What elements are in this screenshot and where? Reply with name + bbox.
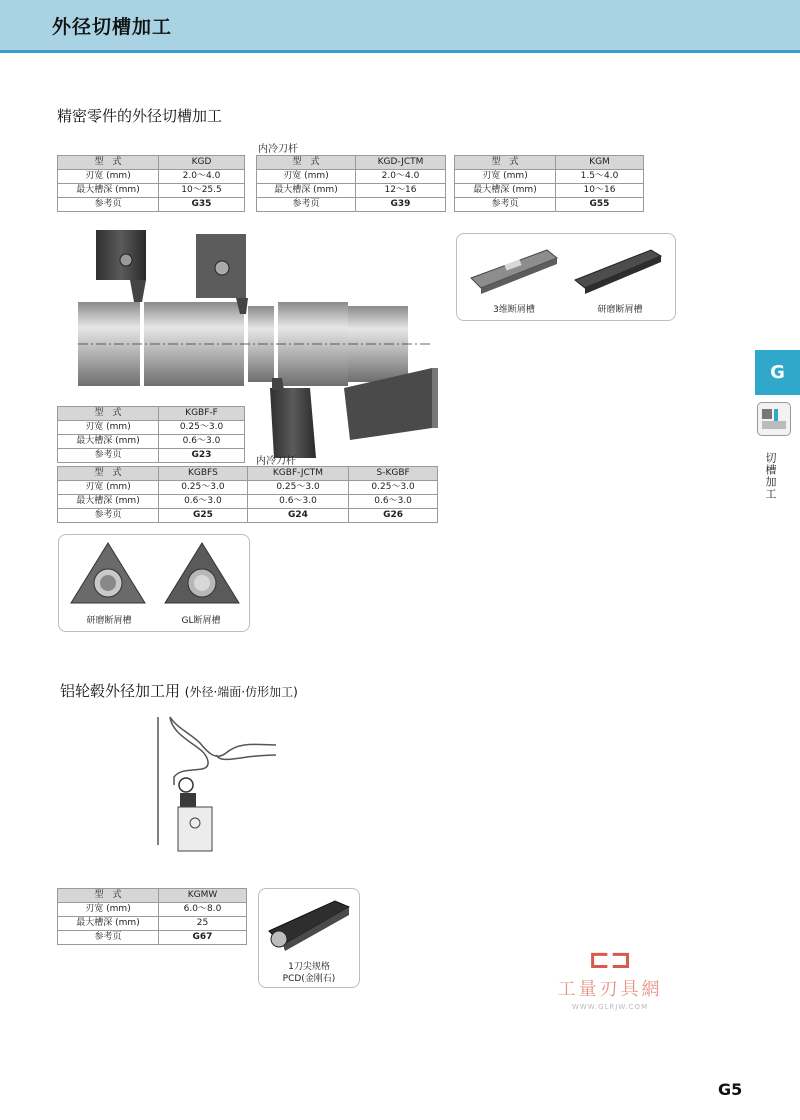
insert-panel-kgm <box>456 233 676 321</box>
inner-cooling-label: 内冷刀杆 <box>258 144 298 155</box>
spec-table-kgmw <box>57 888 247 945</box>
chapter-tab-g[interactable]: G <box>755 350 800 395</box>
width-value: 0.25～3.0 <box>159 421 245 435</box>
ref-page-link[interactable]: G35 <box>159 198 245 212</box>
ref-page-link[interactable]: G24 <box>247 509 348 523</box>
watermark-logo-icon: ⊏⊐ <box>588 945 632 975</box>
row-label-width: 刃宽 (mm) <box>58 481 159 495</box>
model-value: KGMW <box>159 889 247 903</box>
grooving-tool-bottom <box>270 388 316 458</box>
insert-3d-icon <box>465 240 561 296</box>
depth-value: 0.6～3.0 <box>349 495 438 509</box>
insert-panel-triangle <box>58 534 250 632</box>
section-title-sub: (外径·端面·仿形加工) <box>184 685 298 699</box>
triangle-insert-ground-icon <box>69 541 147 607</box>
row-label-ref: 参考页 <box>58 931 159 945</box>
depth-value: 0.6～3.0 <box>159 435 245 449</box>
width-value: 1.5～4.0 <box>556 170 644 184</box>
page-header <box>0 0 800 53</box>
width-value: 6.0～8.0 <box>159 903 247 917</box>
col-header-model: 型 式 <box>58 407 159 421</box>
row-label-ref: 参考页 <box>58 509 159 523</box>
width-value: 0.25～3.0 <box>349 481 438 495</box>
insert-ground-icon <box>569 240 665 296</box>
grooving-tool-top <box>96 230 146 280</box>
col-header-model: 型 式 <box>58 156 159 170</box>
watermark <box>540 945 680 1011</box>
model-value: KGBF-F <box>159 407 245 421</box>
spec-table-kgbf-f <box>57 406 245 463</box>
row-label-ref: 参考页 <box>455 198 556 212</box>
row-label-width: 刃宽 (mm) <box>58 421 159 435</box>
depth-value: 0.6～3.0 <box>159 495 248 509</box>
spec-table-kgd-jctm <box>256 155 446 212</box>
row-label-depth: 最大槽深 (mm) <box>58 184 159 198</box>
width-value: 2.0～4.0 <box>356 170 446 184</box>
watermark-text: 工量刃具網 <box>557 979 663 1000</box>
section-title-precision: 精密零件的外径切槽加工 <box>57 107 223 125</box>
depth-value: 10～25.5 <box>159 184 245 198</box>
row-label-width: 刃宽 (mm) <box>257 170 356 184</box>
width-value: 0.25～3.0 <box>247 481 348 495</box>
insert-panel-pcd <box>258 888 360 988</box>
row-label-depth: 最大槽深 (mm) <box>257 184 356 198</box>
row-label-depth: 最大槽深 (mm) <box>58 917 159 931</box>
triangle-insert-gl-icon <box>163 541 241 607</box>
ref-page-link[interactable]: G25 <box>159 509 248 523</box>
triangle-ground-caption: 研磨断屑槽 <box>86 616 132 626</box>
row-label-depth: 最大槽深 (mm) <box>58 435 159 449</box>
row-label-ref: 参考页 <box>58 449 159 463</box>
col-header-model: 型 式 <box>58 467 159 481</box>
row-label-ref: 参考页 <box>257 198 356 212</box>
wheel-hub-illustration <box>150 715 280 855</box>
depth-value: 25 <box>159 917 247 931</box>
model-value: KGBFS <box>159 467 248 481</box>
insert-ground-caption: 研磨断屑槽 <box>597 305 643 315</box>
col-header-model: 型 式 <box>58 889 159 903</box>
page-title: 外径切槽加工 <box>52 16 173 38</box>
depth-value: 12～16 <box>356 184 446 198</box>
ref-page-link[interactable]: G67 <box>159 931 247 945</box>
spec-table-kgd <box>57 155 245 212</box>
col-header-model: 型 式 <box>257 156 356 170</box>
section-title-wheel <box>60 680 298 701</box>
model-value: KGM <box>556 156 644 170</box>
spec-table-kgm <box>454 155 644 212</box>
width-value: 0.25～3.0 <box>159 481 248 495</box>
ref-page-link[interactable]: G39 <box>356 198 446 212</box>
insert-3d-caption: 3维断屑槽 <box>493 305 535 315</box>
ref-page-link[interactable]: G55 <box>556 198 644 212</box>
ref-page-link[interactable]: G26 <box>349 509 438 523</box>
triangle-gl-caption: GL断屑槽 <box>181 616 221 626</box>
pcd-caption-line2: PCD(金刚石) <box>282 974 336 984</box>
spec-table-kgbf <box>57 466 438 523</box>
row-label-width: 刃宽 (mm) <box>58 903 159 917</box>
row-label-width: 刃宽 (mm) <box>58 170 159 184</box>
chapter-label: 切槽加工 <box>764 452 777 500</box>
section-title-main: 铝轮毂外径加工用 <box>60 682 181 700</box>
depth-value: 10～16 <box>556 184 644 198</box>
depth-value: 0.6～3.0 <box>247 495 348 509</box>
watermark-url: WWW.GLRJW.COM <box>571 1003 649 1011</box>
pcd-caption-line1: 1刀尖规格 <box>288 962 330 972</box>
model-value: S-KGBF <box>349 467 438 481</box>
ref-page-link[interactable]: G23 <box>159 449 245 463</box>
model-value: KGD <box>159 156 245 170</box>
width-value: 2.0～4.0 <box>159 170 245 184</box>
page-number: G5 <box>718 1080 743 1099</box>
model-value: KGBF-JCTM <box>247 467 348 481</box>
row-label-width: 刃宽 (mm) <box>455 170 556 184</box>
grooving-category-icon <box>757 402 791 436</box>
col-header-model: 型 式 <box>455 156 556 170</box>
inner-cooling-label-2: 内冷刀杆 <box>256 456 296 467</box>
pcd-insert-icon <box>265 895 353 953</box>
row-label-depth: 最大槽深 (mm) <box>58 495 159 509</box>
row-label-depth: 最大槽深 (mm) <box>455 184 556 198</box>
model-value: KGD-JCTM <box>356 156 446 170</box>
row-label-ref: 参考页 <box>58 198 159 212</box>
